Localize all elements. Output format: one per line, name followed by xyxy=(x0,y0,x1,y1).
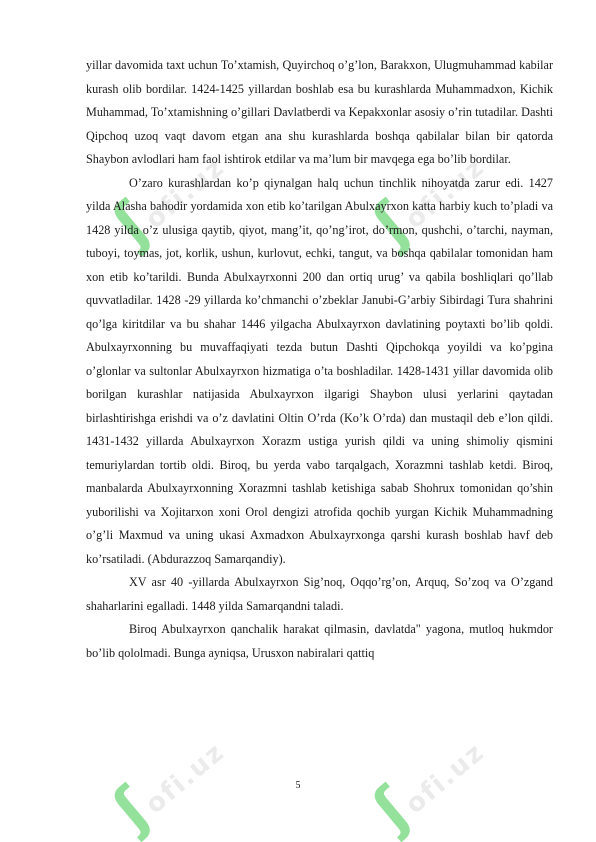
paragraph: O’zaro kurashlardan ko’p qiynalgan halq uchun tinchlik nihoyatda zarur edi. 1427 yilda Alasha bahodir yordamida xon etib ko’tarilgan Abulxayrxon katta harbiy kuch to’pladi va 1428 yilda o’z ulusiga qaytib, qiyot, mang’it, qo’ng’irot, do’rmon, qushchi, o’tarchi, nayman, tuboyi, toymas, jot, korlik, ushun, kurlovut, echki, tangut, va boshqa qabilalar tomonidan ham xon etib ko’tarildi. Bunda Abulxayrxonni 200 dan ortiq urug’ va qabila boshliqlari qo’llab quvvatladilar. 1428 -29 yillarda ko’chmanchi o’zbeklar Janubi-G’arbiy Sibirdagi Tura shahrini qo’lga kiritdilar va bu shahar 1446 yilgacha Abulxayrxon davlatining poytaxti bo’lib qoldi. Abulxayrxonning bu muvaffaqiyati tezda butun Dashti Qipchokqa yoyildi va ko’pgina o’glonlar va sultonlar Abulxayrxon hizmatiga o’ta boshladilar. 1428-1431 yillar davomida olib borilgan kurashlar natijasida Abulxayrxon ilgarigi Shaybon ulusi yerlarini qaytadan birlashtirishga erishdi va o’z davlatini Oltin O’rda (Ko’k O’rda) dan mustaqil deb e’lon qildi. 1431-1432 yillarda Abulxayrxon Xorazm ustiga yurish qildi va uning shimoliy qismini temuriylardan tortib oldi. Biroq, bu yerda vabo tarqalgach, Xorazmni tashlab ketdi. Biroq, manbalarda Abulxayrxonning Xorazmni tashlab ketishiga sabab Shohrux tomonidan qo’shin yuborilishi va Xojitarxon xoni Orol dengizi atrofida qochib yurgan Kichik Muhammadning o’g’li Maxmud va uning ukasi Axmadxon Abulxayrxonga qarshi kurash boshlab havf deb ko’rsatiladi. (Abdurazzoq Samarqandiy). xyxy=(86,175,553,566)
paragraph: yillar davomida taxt uchun To’xtamish, Quyirchoq o’g’lon, Barakxon, Ulugmuhammad kabilar kurash olib bordilar. 1424-1425 yillardan boshlab esa bu kurashlarda Muhammadxon, Kichik Muhammad, To’xtamishning o’gillari Davlatberdi va Kepakxonlar asosiy o’rin tutadilar. Dashti Qipchoq uzoq vaqt davom etgan ana shu kurashlarda boshqa qabilalar bilan bir qatorda Shaybon avlodlari ham faol ishtirok etdilar va ma’lum bir mavqega ega bo’lib bordilar. xyxy=(86,58,553,166)
watermark: ʃofi.uz xyxy=(360,736,491,842)
watermark: ʃofi.uz xyxy=(360,151,491,258)
paragraph: Biroq Abulxayrxon qanchalik harakat qilmasin, davlatda" yagona, mutloq hukmdor bo’lib qololmadi. Bunga ayniqsa, Urusxon nabiralari qattiq xyxy=(86,622,553,660)
document-body xyxy=(86,54,553,665)
paragraph: XV asr 40 -yillarda Abulxayrxon Sig’noq, Oqqo’rg’on, Arquq, So’zoq va O’zgand shaharlarini egalladi. 1448 yilda Samarqandni taladi. xyxy=(86,575,553,613)
watermark: ʃofi.uz xyxy=(100,736,231,842)
watermark: ʃofi.uz xyxy=(100,151,231,258)
page-number: 5 xyxy=(295,780,301,791)
